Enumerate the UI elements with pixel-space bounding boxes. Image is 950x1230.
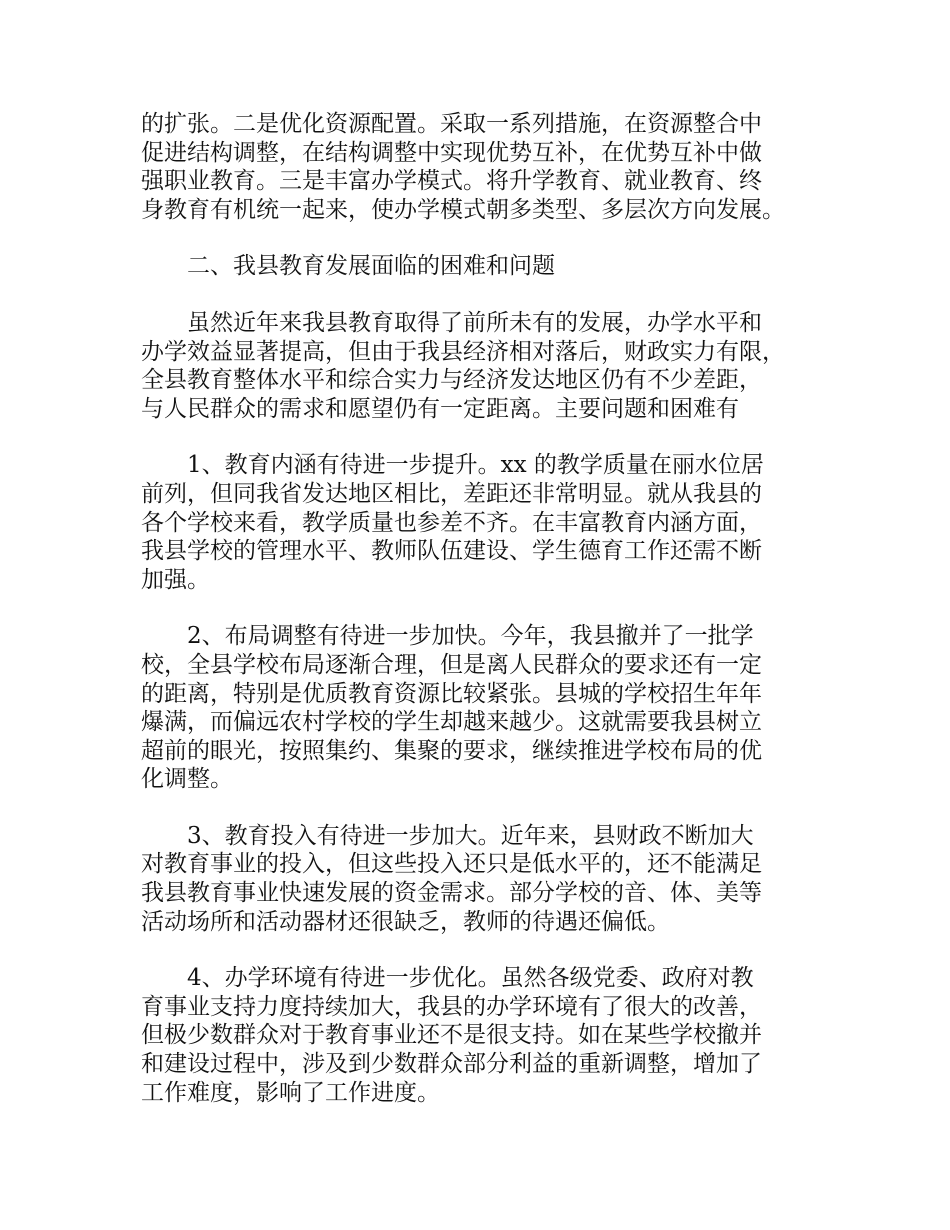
text-line: 育事业支持力度持续加大，我县的办学环境有了很大的改善， <box>141 993 762 1020</box>
text-line: 工作难度，影响了工作进度。 <box>141 1079 440 1106</box>
text-line: 二、我县教育发展面临的困难和问题 <box>187 253 555 280</box>
text-line: 我县教育事业快速发展的资金需求。部分学校的音、体、美等 <box>141 880 762 907</box>
text-line: 活动场所和活动器材还很缺乏，教师的待遇还偏低。 <box>141 908 670 935</box>
text-line: 2、布局调整有待进一步加快。今年，我县撤并了一批学 <box>187 623 754 650</box>
text-line: 各个学校来看，教学质量也参差不齐。在丰富教育内涵方面， <box>141 509 762 536</box>
text-line: 强职业教育。三是丰富办学模式。将升学教育、就业教育、终 <box>141 168 762 195</box>
paragraph <box>141 451 831 594</box>
text-line: 全县教育整体水平和综合实力与经济发达地区仍有不少差距， <box>141 367 762 394</box>
text-line: 爆满，而偏远农村学校的学生却越来越少。这就需要我县树立 <box>141 709 762 736</box>
paragraph <box>141 309 831 423</box>
text-line: 与人民群众的需求和愿望仍有一定距离。主要问题和困难有 <box>141 395 739 422</box>
text-line: 加强。 <box>141 566 210 593</box>
text-line: 校，全县学校布局逐渐合理，但是离人民群众的要求还有一定 <box>141 651 762 678</box>
text-line: 身教育有机统一起来，使办学模式朝多类型、多层次方向发展。 <box>141 196 785 223</box>
paragraph <box>141 822 831 936</box>
text-line: 和建设过程中，涉及到少数群众部分利益的重新调整，增加了 <box>141 1051 762 1078</box>
section-heading <box>141 252 831 281</box>
text-line: 3、教育投入有待进一步加大。近年来，县财政不断加大 <box>187 822 754 849</box>
text-line: 化调整。 <box>141 766 233 793</box>
text-line: 超前的眼光，按照集约、集聚的要求，继续推进学校布局的优 <box>141 737 762 764</box>
text-line: 1、教育内涵有待进一步提升。xx 的教学质量在丽水位居 <box>187 452 764 479</box>
text-line: 的距离，特别是优质教育资源比较紧张。县城的学校招生年年 <box>141 680 762 707</box>
text-line: 的扩张。二是优化资源配置。采取一系列措施，在资源整合中 <box>141 111 762 137</box>
text-line: 虽然近年来我县教育取得了前所未有的发展，办学水平和 <box>187 309 762 336</box>
paragraph <box>141 622 831 794</box>
text-line: 但极少数群众对于教育事业还不是很支持。如在某些学校撤并 <box>141 1022 762 1049</box>
text-line: 办学效益显著提高，但由于我县经济相对落后，财政实力有限， <box>141 338 785 365</box>
text-line: 促进结构调整，在结构调整中实现优势互补，在优势互补中做 <box>141 139 762 166</box>
paragraph <box>141 964 831 1107</box>
text-line: 前列，但同我省发达地区相比，差距还非常明显。就从我县的 <box>141 480 762 507</box>
text-line: 对教育事业的投入，但这些投入还只是低水平的，还不能满足 <box>141 851 762 878</box>
document-body <box>141 110 831 1135</box>
text-line: 我县学校的管理水平、教师队伍建设、学生德育工作还需不断 <box>141 538 762 565</box>
paragraph <box>141 110 831 224</box>
text-line: 4、办学环境有待进一步优化。虽然各级党委、政府对教 <box>187 965 754 992</box>
